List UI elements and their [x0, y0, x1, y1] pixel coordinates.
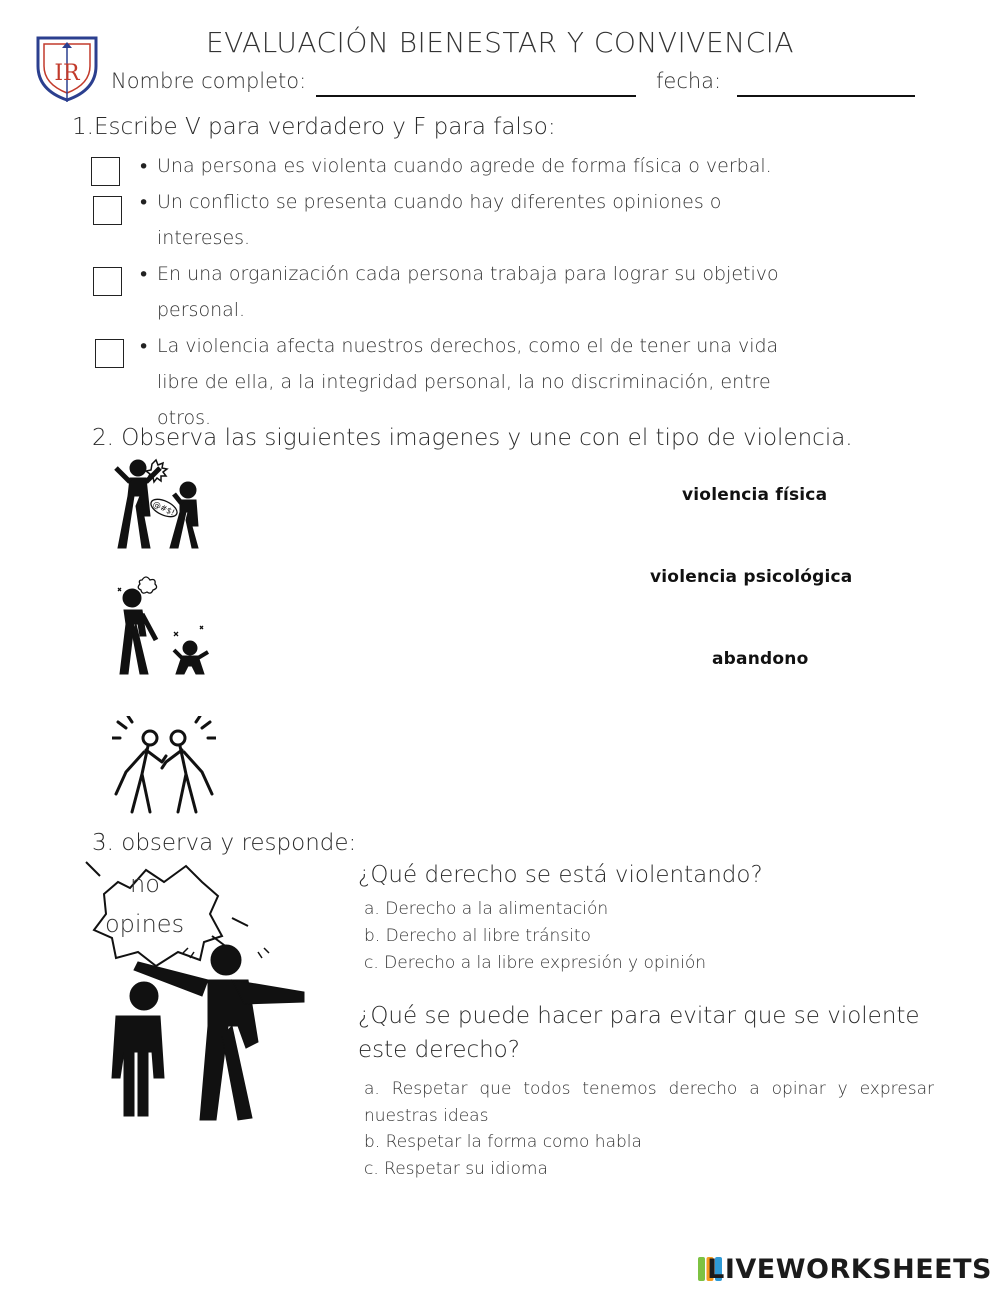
logo-initials: IR	[54, 61, 80, 86]
q2-option-b[interactable]: b. Respetar la forma como habla	[364, 1132, 642, 1152]
question-1: ¿Qué derecho se está violentando?	[358, 862, 763, 888]
name-label: Nombre completo:	[111, 69, 307, 93]
question-2-line-2: este derecho?	[358, 1037, 520, 1063]
image-verbal-aggression[interactable]	[106, 456, 216, 556]
q1-option-b[interactable]: b. Derecho al libre tránsito	[364, 926, 591, 946]
answer-box-3[interactable]	[93, 267, 122, 296]
statement-4	[157, 328, 778, 436]
statement-3-line-2: personal.	[157, 299, 246, 321]
statement-2	[157, 184, 721, 256]
answer-box-2[interactable]	[93, 196, 122, 225]
question-2-line-1: ¿Qué se puede hacer para evitar que se violente	[358, 1003, 920, 1029]
answer-box-4[interactable]	[95, 339, 124, 368]
image-physical-fight[interactable]	[112, 716, 216, 818]
statement-3	[157, 256, 779, 328]
bullet: •	[138, 156, 150, 178]
label-abandono[interactable]: abandono	[712, 649, 809, 669]
q1-option-a[interactable]: a. Derecho a la alimentación	[364, 899, 609, 919]
bullet: •	[138, 192, 150, 214]
label-violencia-psicologica[interactable]: violencia psicológica	[650, 567, 853, 587]
name-field[interactable]	[316, 95, 636, 97]
statement-2-line-1: Un conflicto se presenta cuando hay diferentes opiniones o	[157, 191, 722, 213]
statement-3-line-1: En una organización cada persona trabaja para lograr su objetivo	[157, 263, 779, 285]
statement-4-line-1: La violencia afecta nuestros derechos, como el de tener una vida	[157, 335, 779, 357]
answer-box-1[interactable]	[91, 157, 120, 186]
statement-1	[157, 148, 772, 184]
q2-option-a-cont[interactable]: nuestras ideas	[364, 1106, 489, 1126]
statement-4-line-3: otros.	[157, 407, 212, 429]
statement-2-line-2: intereses.	[157, 227, 251, 249]
image-silencing-opinion	[82, 856, 314, 1134]
liveworksheets-brand[interactable]: LIVEWORKSHEETS	[707, 1254, 992, 1285]
section3-heading: 3. observa y responde:	[92, 830, 357, 856]
image-abandonment[interactable]	[112, 574, 216, 680]
q2-option-c[interactable]: c. Respetar su idioma	[364, 1159, 548, 1179]
statement-4-line-2: libre de ella, a la integridad personal, la no discriminación, entre	[157, 371, 771, 393]
statement-1-line-1: Una persona es violenta cuando agrede de forma física o verbal.	[157, 155, 772, 177]
bullet: •	[138, 336, 150, 358]
date-field[interactable]	[737, 95, 915, 97]
speech-word-2: opines	[105, 910, 185, 938]
q1-option-c[interactable]: c. Derecho a la libre expresión y opinión	[364, 953, 707, 973]
q2-option-a[interactable]: a. Respetar que todos tenemos derecho a opinar y expresar	[364, 1079, 934, 1099]
section1-heading: 1.Escribe V para verdadero y F para falso:	[72, 114, 556, 140]
page-title: EVALUACIÓN BIENESTAR Y CONVIVENCIA	[205, 26, 795, 59]
curse-bubble-text: @#$!	[151, 499, 177, 518]
date-label: fecha:	[656, 69, 722, 93]
question-2	[358, 999, 920, 1067]
section2-heading: 2. Observa las siguientes imagenes y une con el tipo de violencia.	[92, 425, 853, 451]
speech-word-1: no	[130, 870, 160, 898]
bullet: •	[138, 264, 150, 286]
label-violencia-fisica[interactable]: violencia física	[682, 485, 828, 505]
